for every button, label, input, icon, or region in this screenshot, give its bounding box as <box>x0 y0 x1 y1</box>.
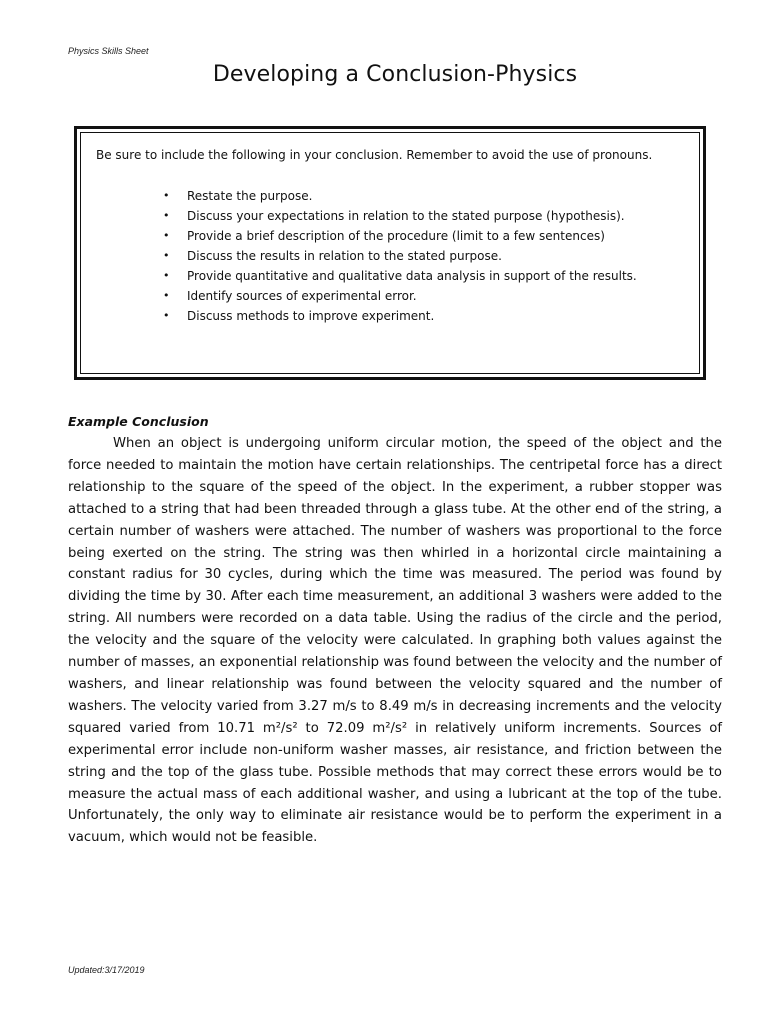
list-item-text: Discuss your expectations in relation to the stated purpose (hypothesis). <box>187 209 625 223</box>
instructions-list <box>163 186 637 326</box>
instructions-box <box>74 126 706 380</box>
example-heading: Example Conclusion <box>68 414 209 429</box>
list-item <box>163 186 637 206</box>
list-item <box>163 306 637 326</box>
list-item <box>163 206 637 226</box>
list-item-text: Provide a brief description of the procedure (limit to a few sentences) <box>187 229 605 243</box>
list-item-text: Provide quantitative and qualitative data analysis in support of the results. <box>187 269 637 283</box>
bullet-icon: • <box>163 309 170 322</box>
bullet-icon: • <box>163 289 170 302</box>
bullet-icon: • <box>163 269 170 282</box>
list-item-text: Discuss methods to improve experiment. <box>187 309 435 323</box>
sheet-label: Physics Skills Sheet <box>68 46 149 56</box>
example-paragraph: When an object is undergoing uniform circular motion, the speed of the object and the force needed to maintain the motion have certain relationships. The centripetal force has a direct relationship to the square of the speed of the object. In the experiment, a rubber stopper was attached to a string that had been threaded through a glass tube. At the other end of the string, a certain number of washers were attached. The number of washers was proportional to the force being exerted on the string. The string was then whirled in a horizontal circle maintaining a constant radius for 30 cycles, during which the time was measured. The period was found by dividing the time by 30. After each time measurement, an additional 3 washers were added to the string. All numbers were recorded on a data table. Using the radius of the circle and the period, the velocity and the square of the velocity were calculated. In graphing both values against the number of masses, an exponential relationship was found between the velocity and the number of washers, and linear relationship was found between the velocity squared and the number of washers. The velocity varied from 3.27 m/s to 8.49 m/s in decreasing increments and the velocity squared varied from 10.71 m²/s² to 72.09 m²/s² in relatively uniform increments. Sources of experimental error include non-uniform washer masses, air resistance, and friction between the string and the top of the glass tube. Possible methods that may correct these errors would be to measure the actual mass of each additional washer, and using a lubricant at the top of the tube. Unfortunately, the only way to eliminate air resistance would be to perform the experiment in a vacuum, which would not be feasible. <box>68 436 722 846</box>
list-item-text: Restate the purpose. <box>187 189 313 203</box>
bullet-icon: • <box>163 249 170 262</box>
bullet-icon: • <box>163 209 170 222</box>
page-title: Developing a Conclusion-Physics <box>212 62 578 87</box>
list-item <box>163 266 637 286</box>
list-item <box>163 246 637 266</box>
updated-date: Updated:3/17/2019 <box>68 965 145 975</box>
instructions-intro: Be sure to include the following in your conclusion. Remember to avoid the use of pronouns. <box>96 148 653 162</box>
list-item-text: Identify sources of experimental error. <box>187 289 417 303</box>
list-item <box>163 286 637 306</box>
bullet-icon: • <box>163 189 170 202</box>
instructions-box-inner <box>80 132 700 374</box>
bullet-icon: • <box>163 229 170 242</box>
list-item-text: Discuss the results in relation to the stated purpose. <box>187 249 502 263</box>
list-item <box>163 226 637 246</box>
